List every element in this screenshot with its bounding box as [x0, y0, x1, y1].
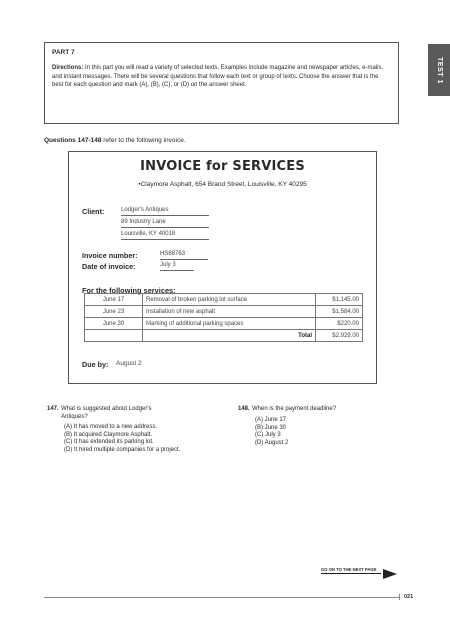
total-row: [85, 330, 363, 342]
test-section-tab: [428, 44, 450, 96]
services-label: For the following services:: [82, 286, 176, 295]
option-b[interactable]: (B) June 30: [255, 424, 287, 431]
service-amount: $1,145.00: [316, 294, 363, 306]
question-147: [47, 406, 217, 486]
directions-label: Directions:: [52, 65, 84, 71]
option-b[interactable]: (B) It acquired Claymore Asphalt.: [64, 431, 153, 438]
directions-box: [44, 42, 399, 124]
invoice-date-value: July 3: [160, 261, 194, 271]
directions-body: In this part you will read a variety of selected texts. Examples include magazine and newspaper articles, e-mails, and instant messages. There will be several questions that follow each text or group of texts. Choose the answer that is the best for each question and mark (A), (B), (C), or (D) on the answer sheet.: [52, 65, 384, 88]
questions-reference-text: refer to the following invoice.: [103, 137, 186, 144]
answer-options: [255, 417, 375, 447]
service-description: Installation of new asphalt: [143, 306, 316, 318]
total-amount: $2,929.00: [316, 330, 363, 342]
due-date: August 2: [116, 360, 142, 367]
table-row: [85, 318, 363, 330]
invoice-number-label: Invoice number:: [82, 251, 138, 260]
invoice-address: •Claymore Asphalt, 654 Brand Street, Louisville, KY 40295: [138, 181, 307, 188]
option-d[interactable]: (D) August 2: [255, 439, 289, 446]
option-d[interactable]: (D) It hired multiple companies for a project.: [64, 446, 181, 453]
total-empty-cell: [85, 330, 143, 342]
client-line-1: Lodger's Antiques: [121, 206, 209, 216]
question-148: [238, 406, 398, 466]
questions-reference: [44, 137, 186, 144]
invoice-title: INVOICE for SERVICES: [140, 159, 305, 174]
option-c[interactable]: (C) It has extended its parking lot.: [64, 439, 154, 445]
due-label: Due by:: [82, 360, 109, 369]
service-amount: $1,584.00: [316, 306, 363, 318]
client-line-3: Louisville, KY 40018: [121, 230, 209, 240]
service-amount: $220.00: [316, 318, 363, 330]
table-row: [85, 306, 363, 318]
service-description: Marking of additional parking spaces: [143, 318, 316, 330]
service-date: June 23: [85, 306, 143, 318]
option-a[interactable]: (A) It has moved to a new address.: [64, 424, 158, 430]
client-line-2: 89 Industry Lane: [121, 218, 209, 228]
invoice: [68, 151, 377, 384]
question-stem: What is suggested about Lodger's Antiques?: [61, 406, 152, 420]
part-title: PART 7: [52, 49, 75, 56]
total-label: Total: [143, 330, 316, 342]
question-number: 147.: [47, 406, 59, 412]
client-label: Client:: [82, 207, 105, 216]
option-c[interactable]: (C) July 3: [255, 432, 281, 438]
footer-divider: [44, 597, 399, 598]
answer-options: [64, 424, 204, 454]
invoice-date-label: Date of invoice:: [82, 262, 136, 271]
question-stem: When is the payment deadline?: [252, 406, 337, 412]
service-description: Removal of broken parking lot surface: [143, 294, 316, 306]
option-a[interactable]: (A) June 17: [255, 417, 287, 423]
next-page-label: GO ON TO THE NEXT PAGE: [321, 567, 381, 574]
services-table: [84, 293, 363, 342]
page-number: 021: [399, 594, 413, 600]
next-page-arrow[interactable]: [321, 567, 397, 580]
service-date: June 30: [85, 318, 143, 330]
question-number: 148.: [238, 406, 250, 412]
arrow-right-icon: [383, 569, 397, 579]
questions-range: Questions 147-148: [44, 137, 102, 144]
invoice-number-value: HS68763: [160, 250, 208, 260]
directions-text: [52, 64, 391, 90]
test-section-label: TEST 1: [435, 56, 443, 84]
table-row: [85, 294, 363, 306]
service-date: June 17: [85, 294, 143, 306]
